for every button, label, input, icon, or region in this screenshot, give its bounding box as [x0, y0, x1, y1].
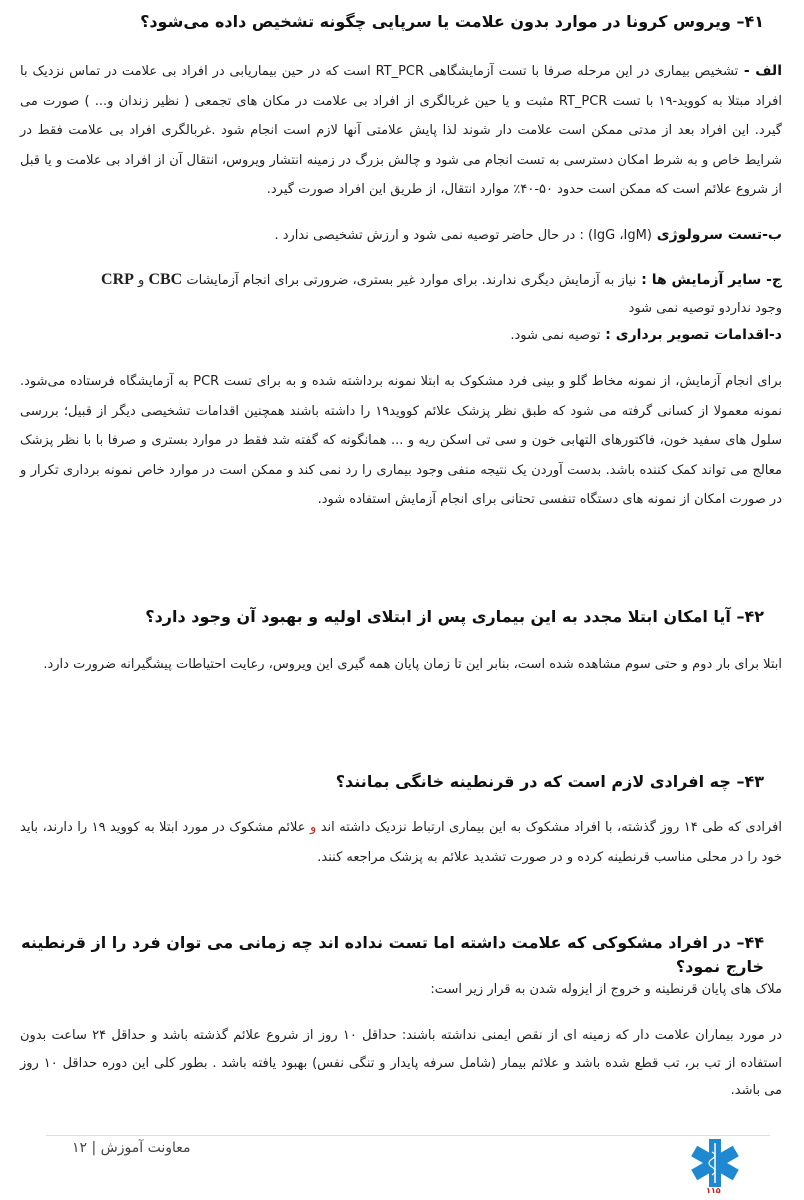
dal-text: توصیه نمی شود. [510, 328, 601, 343]
crp-term: CRP [101, 271, 134, 288]
q42-answer: ابتلا برای بار دوم و حتی سوم مشاهده شده است، بنابر این تا زمان پایان همه گیری این ویروس، رعایت احتیاطات پیشگیرانه ضرورت دارد. [43, 657, 782, 672]
question-44-title: ۴۴– در افراد مشکوکی که علامت داشته اما تست نداده اند چه زمانی می توان فرد را از قرنطینه خارج نمود؟ [21, 933, 764, 976]
jim-text-2: وجود نداردو توصیه نمی شود [628, 300, 782, 316]
q41-lab-paragraph: برای انجام آزمایش، از نمونه مخاط گلو و بینی فرد مشکوک به ابتلا نمونه برداشته شده و به برای تست PCR به آزمایشگاه فرستاده می‌شود. نمونه معمولا از کسانی گرفته می شود که طبق نظر پزشک علائم کووید۱۹ را داشته باشند همچنین اقدامات تشخیصی دیگر از قبیل؛ بررسی سلول های سفید خون، فاکتورهای التهابی خون و سی تی اسکن ریه و ... همانگونه که گفته شد فقط در موارد بستری و صرفا با با نظر پزشک معالج می تواند کمک کننده باشد. بدست آوردن یک نتیجه منفی وجود بیماری را رد نمی کند و ممکن است در موارد خاص نمونه برداری تکرار و در صورت امکان از نمونه های دستگاه تنفسی تحتانی برای انجام آزمایش استفاده شود. [20, 374, 782, 507]
footer-text: معاونت آموزش | ۱۲ [72, 1140, 191, 1156]
be-label: ب-تست سرولوژی [651, 227, 782, 243]
alef-label: الف - [738, 63, 782, 79]
q43-answer [20, 813, 782, 872]
question-41-title: ۴۱– ویروس کرونا در موارد بدون علامت یا سرپایی چگونه تشخیص داده می‌شود؟ [140, 12, 764, 31]
q44-intro: ملاک های پایان قرنطینه و خروج از ایزوله شدن به قرار زیر است: [430, 982, 782, 997]
q41-alef-paragraph [20, 57, 782, 205]
alef-text: تشخیص بیماری در این مرحله صرفا با تست آزمایشگاهی RT_PCR است که در حین بیماریابی در افراد بی علامت در تماس نزدیک با افراد مبتلا به کووید-۱۹ با تست RT_PCR مثبت و یا حین غربالگری از افراد بی علامت در مکان های تجمعی ( نظیر زندان و... ) صورت می گیرد. این افراد بعد از مدتی ممکن است علامت دار شوند لذا پایش علامتی آنها لازم است انجام شود .غربالگری افراد بی علامت فقط در شرایط خاص و به شرط امکان دسترسی به تست انجام می شود و چالش بزرگ در زمینه انتشار ویروس، انتقال آن از افراد بی علامت و یا قبل از شروع علائم است که ممکن است حدود ۵۰-۴۰٪ موارد انتقال، از طریق این افراد صورت گیرد. [20, 64, 782, 197]
q43-red-word: و [310, 820, 317, 835]
q44-answer: در مورد بیماران علامت دار که زمینه ای از نقص ایمنی نداشته باشند: حداقل ۱۰ روز از شروع علائم گذشته باشد و حداقل ۲۴ ساعت بدون استفاده از تب بر، تب قطع شده باشد و علائم بیمار (شامل سرفه پایدار و تنگی نفس) بهبود یافته باشد . بطور کلی این دوره حداقل ۱۰ روز می باشد. [20, 1028, 782, 1098]
jim-line [20, 266, 782, 295]
dal-line [20, 322, 782, 350]
q43-text-b: علائم مشکوک در مورد ابتلا به کووید ۱۹ را دارند، باید خود را در محلی مناسب قرنطینه کرده و در صورت تشدید علائم به پزشک مراجعه کنند. [20, 820, 782, 865]
jim-label: ج- سایر آزمایش ها : [636, 272, 782, 288]
dal-label: د-اقدامات تصویر برداری : [600, 327, 782, 343]
star-of-life-icon [690, 1138, 740, 1188]
q41-jim-dal-paragraph [20, 266, 782, 350]
and-word: و [133, 273, 149, 288]
q43-text-a: افرادی که طی ۱۴ روز گذشته، با افراد مشکوک به این بیماری ارتباط نزدیک داشته اند [316, 820, 782, 835]
q41-be-paragraph [20, 221, 782, 251]
cbc-term: CBC [148, 271, 183, 288]
question-43-title: ۴۳– چه افرادی لازم است که در قرنطینه خانگی بمانند؟ [335, 772, 764, 791]
question-42-title: ۴۲– آیا امکان ابتلا مجدد به این بیماری پس از ابتلای اولیه و بهبود آن وجود دارد؟ [145, 607, 764, 626]
be-text: (IgG ،IgM) : در حال حاضر توصیه نمی شود و ارزش تشخیصی ندارد . [274, 228, 652, 243]
jim-text: نیاز به آزمایش دیگری ندارند. برای موارد غیر بستری، ضرورتی برای انجام آزمایشات [182, 273, 637, 288]
logo-number: ۱۱۵ [706, 1186, 721, 1195]
footer-divider [46, 1135, 770, 1136]
